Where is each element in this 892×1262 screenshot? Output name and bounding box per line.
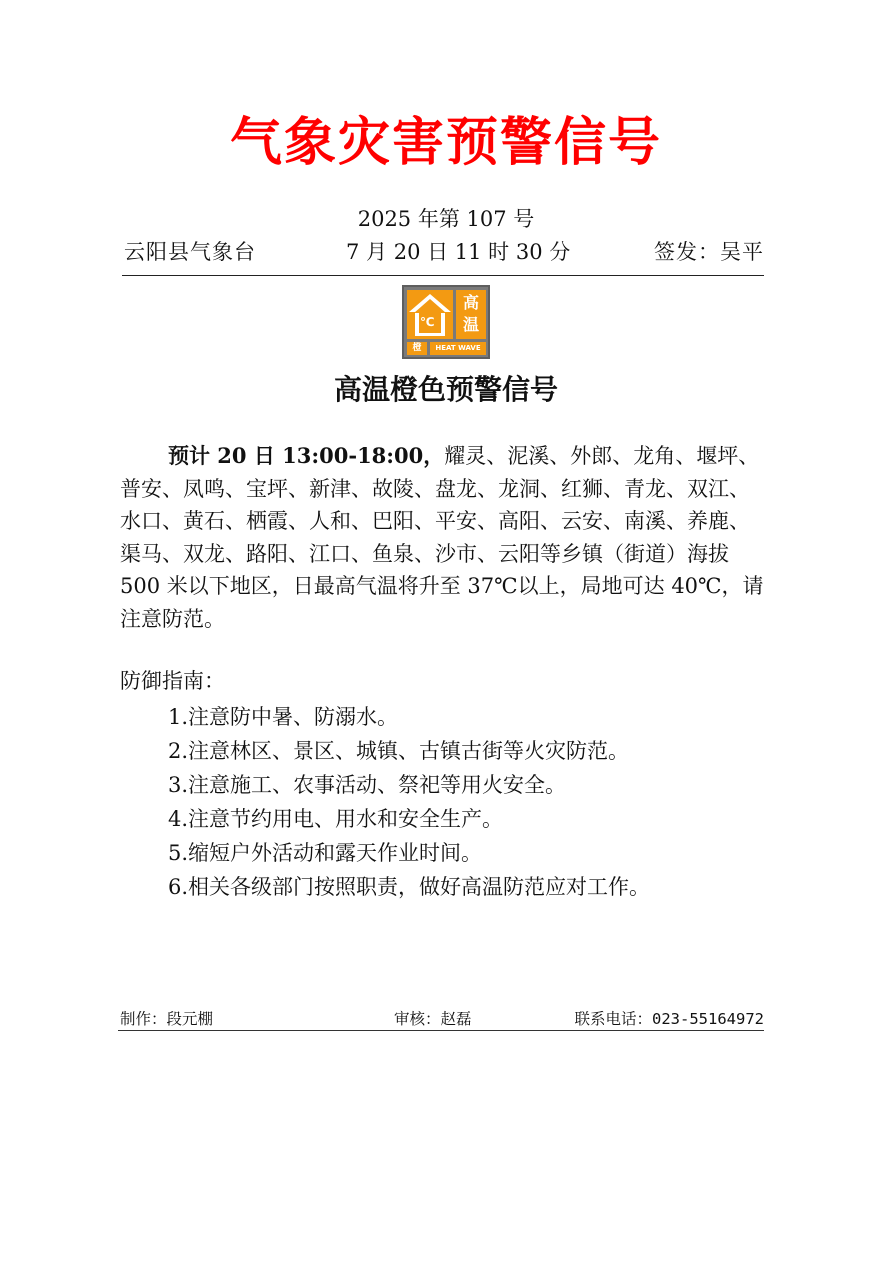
guide-list	[168, 700, 650, 904]
guide-item: 5.缩短户外活动和露天作业时间。	[168, 841, 483, 865]
icon-text-block	[456, 290, 486, 339]
guide-item: 6.相关各级部门按照职责，做好高温防范应对工作。	[168, 875, 651, 899]
header-divider	[122, 275, 764, 276]
producer: 制作：段元棚	[120, 1010, 214, 1028]
contact-phone: 联系电话：023-55164972	[574, 1010, 764, 1028]
guide-item: 4.注意节约用电、用水和安全生产。	[168, 807, 504, 831]
issue-number: 2025 年第 107 号	[357, 207, 535, 231]
guide-heading: 防御指南：	[120, 669, 225, 693]
heat-wave-orange-icon	[402, 285, 490, 359]
guide-item: 2.注意林区、景区、城镇、古镇古街等火灾防范。	[168, 739, 630, 763]
signal-name: 高温橙色预警信号	[333, 373, 558, 406]
reviewer: 审核：赵磊	[394, 1010, 472, 1028]
house-thermometer-icon	[407, 290, 453, 339]
icon-text-bottom: 温	[462, 315, 479, 334]
forecast-paragraph	[120, 440, 764, 635]
icon-label-cn: 橙	[407, 342, 427, 355]
guide-item: 3.注意施工、农事活动、祭祀等用火安全。	[168, 773, 567, 797]
issuer: 云阳县气象台	[124, 240, 256, 264]
footer-row	[120, 1007, 764, 1031]
footer-divider	[118, 1030, 764, 1031]
signer: 签发：吴平	[654, 240, 764, 264]
icon-label-en: HEAT WAVE	[430, 342, 486, 355]
document-title: 气象灾害预警信号	[229, 113, 662, 173]
guide-item: 1.注意防中暑、防溺水。	[168, 705, 399, 729]
issue-time: 7 月 20 日 11 时 30 分	[346, 240, 571, 264]
temperature-symbol: ℃	[420, 315, 435, 329]
icon-text-top: 高	[462, 293, 479, 312]
meta-row	[124, 236, 764, 266]
forecast-lead: 预计 20 日 13:00-18:00，	[168, 443, 445, 468]
forecast-text: 耀灵、泥溪、外郎、龙角、堰坪、普安、凤鸣、宝坪、新津、故陵、盘龙、龙洞、红狮、青龙、双江、水口、黄石、栖霞、人和、巴阳、平安、高阳、云安、南溪、养鹿、渠马、双龙、路阳、江口、鱼泉、沙市、云阳等乡镇（街道）海拔 500 米以下地区，日最高气温将升至 37℃以上，局地可达 40℃，请注意防范。	[120, 444, 764, 631]
